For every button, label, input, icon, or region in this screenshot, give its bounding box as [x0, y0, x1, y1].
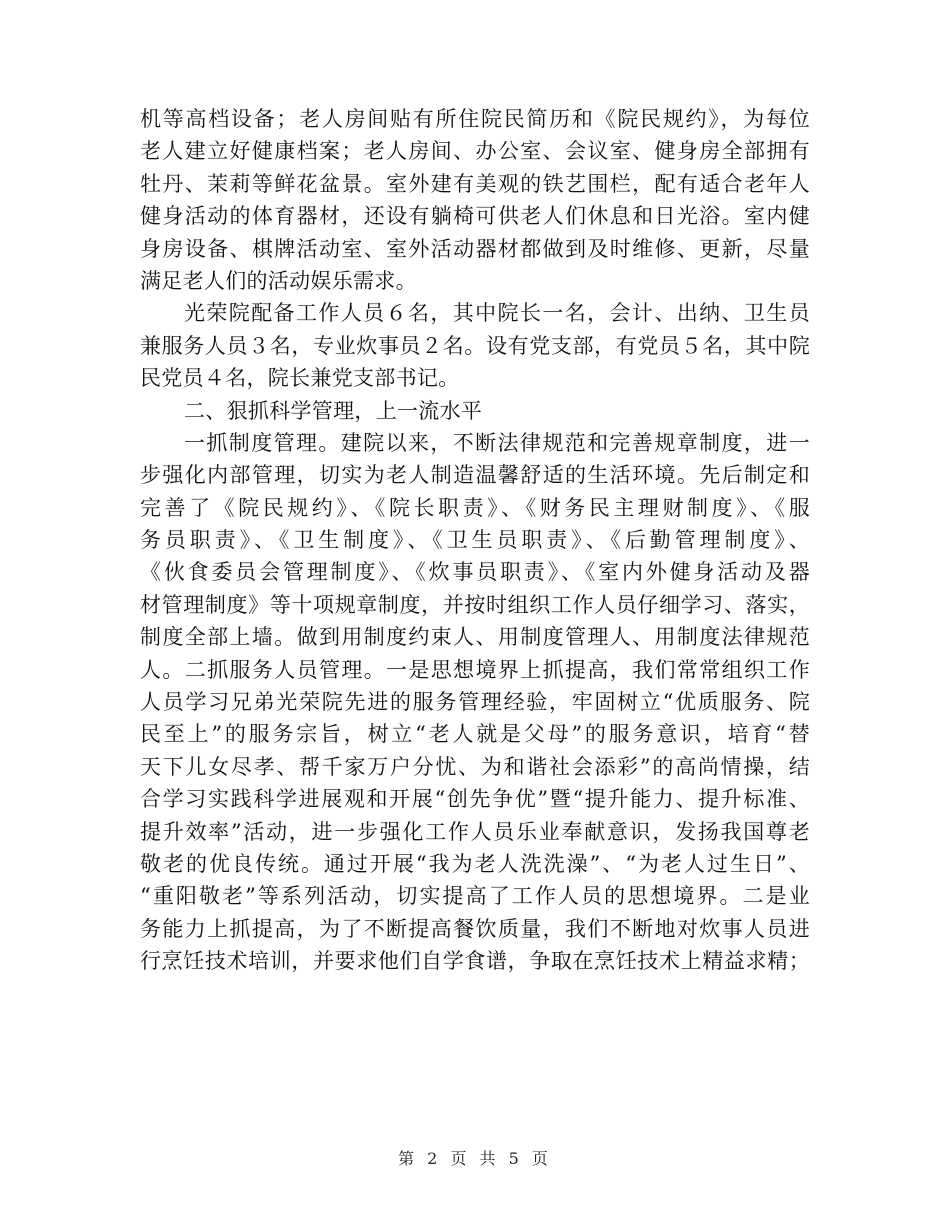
text-line: 提升效率”活动，进一步强化工作人员乐业奉献意识，发扬我国尊老 — [140, 819, 810, 844]
text-line: 人。二抓服务人员管理。一是思想境界上抓提高，我们常常组织工作 — [140, 657, 810, 682]
text-line: 民至上”的服务宗旨，树立“老人就是父母”的服务意识，培育“替 — [140, 722, 810, 747]
document-body — [140, 103, 810, 978]
text-line: 天下儿女尽孝、帮千家万户分忧、为和谐社会添彩”的高尚情操，结 — [140, 754, 810, 779]
text-line: 牡丹、茉莉等鲜花盆景。室外建有美观的铁艺围栏，配有适合老年人 — [140, 171, 810, 196]
text-line: 材管理制度》等十项规章制度，并按时组织工作人员仔细学习、落实， — [140, 592, 810, 617]
text-line: 步强化内部管理，切实为老人制造温馨舒适的生活环境。先后制定和 — [140, 463, 810, 488]
text-line: 《伙食委员会管理制度》、《炊事员职责》、《室内外健身活动及器 — [140, 560, 810, 585]
text-line: 人员学习兄弟光荣院先进的服务管理经验，牢固树立“优质服务、院 — [140, 690, 810, 715]
text-line: 务能力上抓提高，为了不断提高餐饮质量，我们不断地对炊事人员进 — [140, 916, 810, 941]
text-line: 二、狠抓科学管理，上一流水平 — [184, 398, 483, 423]
text-line: 健身活动的体育器材，还设有躺椅可供老人们休息和日光浴。室内健 — [140, 204, 810, 229]
text-line: 制度全部上墙。做到用制度约束人、用制度管理人、用制度法律规范 — [140, 625, 810, 650]
text-line: 老人建立好健康档案；老人房间、办公室、会议室、健身房全部拥有 — [140, 139, 810, 164]
text-line: 合学习实践科学进展观和开展“创先争优”暨“提升能力、提升标准、 — [140, 787, 810, 812]
page-number-footer: 第 2 页 共 5 页 — [398, 1149, 552, 1168]
text-line: 光荣院配备工作人员６名，其中院长一名，会计、出纳、卫生员 — [184, 301, 810, 326]
text-line: 务员职责》、《卫生制度》、《卫生员职责》、《后勤管理制度》、 — [140, 528, 810, 553]
text-line: 满足老人们的活动娱乐需求。 — [140, 268, 417, 293]
text-line: 民党员４名，院长兼党支部书记。 — [140, 366, 460, 391]
text-line: “重阳敬老”等系列活动，切实提高了工作人员的思想境界。二是业 — [140, 884, 810, 909]
text-line: 一抓制度管理。建院以来，不断法律规范和完善规章制度，进一 — [184, 430, 810, 455]
text-line: 完善了《院民规约》、《院长职责》、《财务民主理财制度》、《服 — [140, 495, 810, 520]
text-line: 兼服务人员３名，专业炊事员２名。设有党支部，有党员５名，其中院 — [140, 333, 810, 358]
text-line: 敬老的优良传统。通过开展“我为老人洗洗澡”、“为老人过生日”、 — [140, 851, 810, 876]
text-line: 机等高档设备；老人房间贴有所住院民简历和《院民规约》，为每位 — [140, 107, 810, 131]
text-line: 行烹饪技术培训，并要求他们自学食谱，争取在烹饪技术上精益求精； — [140, 949, 810, 974]
text-line: 身房设备、棋牌活动室、室外活动器材都做到及时维修、更新，尽量 — [140, 236, 810, 261]
